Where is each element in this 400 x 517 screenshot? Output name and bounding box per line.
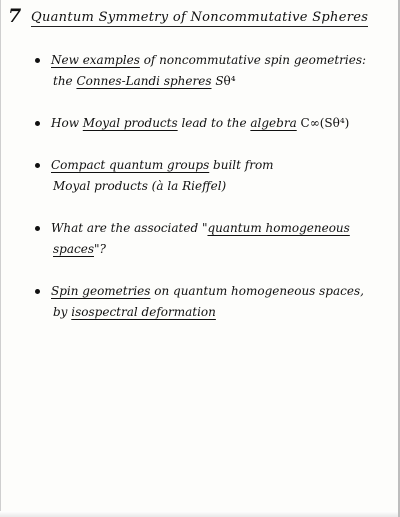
bullet-5-line-2-prefix: by <box>53 305 72 319</box>
bullet-item-5 <box>31 281 376 323</box>
bullet-3-line-2 <box>51 176 376 197</box>
bullet-1-line-1 <box>51 50 376 71</box>
title-text: Quantum Symmetry of Noncommutative Spheres <box>31 10 369 25</box>
bullet-1-line-2 <box>51 71 376 92</box>
bullet-2-line-1 <box>51 113 376 134</box>
bullet-dot-icon <box>35 163 40 168</box>
bullet-item-3 <box>31 155 376 197</box>
bullet-list <box>31 50 376 344</box>
isospectral-deformation-phrase: isospectral deformation <box>71 305 216 319</box>
bullet-dot-icon <box>35 289 40 294</box>
bullet-5-text: on quantum homogeneous spaces, <box>150 284 364 298</box>
bullet-4-line-1 <box>51 218 376 239</box>
bullet-3-text: built from <box>209 158 274 172</box>
bullet-dot-icon <box>35 58 40 63</box>
bullet-5-line-1 <box>51 281 376 302</box>
bullet-4-suffix: "? <box>93 242 106 256</box>
quantum-homogeneous-phrase: quantum homogeneous <box>207 221 350 235</box>
page-title <box>31 10 376 25</box>
bullet-dot-icon <box>35 121 40 126</box>
moyal-products-phrase: Moyal products <box>82 116 178 130</box>
scan-edge-shadow <box>0 511 398 517</box>
bullet-2-middle: lead to the <box>177 116 251 130</box>
algebra-word: algebra <box>250 116 297 130</box>
bullet-dot-icon <box>35 226 40 231</box>
bullet-3-line-2-text: Moyal products (à la Rieffel) <box>53 179 227 193</box>
bullet-item-4 <box>31 218 376 260</box>
sphere-symbol: S <box>211 74 224 88</box>
spaces-word: spaces <box>53 242 94 256</box>
bullet-1-underlined-phrase: New examples <box>51 53 140 67</box>
bullet-4-prefix: What are the associated " <box>51 221 208 235</box>
bullet-5-line-2 <box>51 302 376 323</box>
compact-quantum-groups-phrase: Compact quantum groups <box>51 158 210 172</box>
bullet-item-2 <box>31 113 376 134</box>
spin-geometries-phrase: Spin geometries <box>51 284 151 298</box>
algebra-notation: C∞(Sθ⁴) <box>296 116 350 130</box>
bullet-3-line-1 <box>51 155 376 176</box>
bullet-item-1 <box>31 50 376 92</box>
bullet-1-line-2-prefix: the <box>53 74 77 88</box>
bullet-4-line-2 <box>51 239 376 260</box>
connes-landi-spheres-phrase: Connes-Landi spheres <box>76 74 212 88</box>
bullet-2-prefix: How <box>51 116 83 130</box>
sphere-notation: θ⁴ <box>223 74 236 88</box>
page-number: 7 <box>8 5 22 27</box>
bullet-1-text: of noncommutative spin geometries: <box>139 53 367 67</box>
